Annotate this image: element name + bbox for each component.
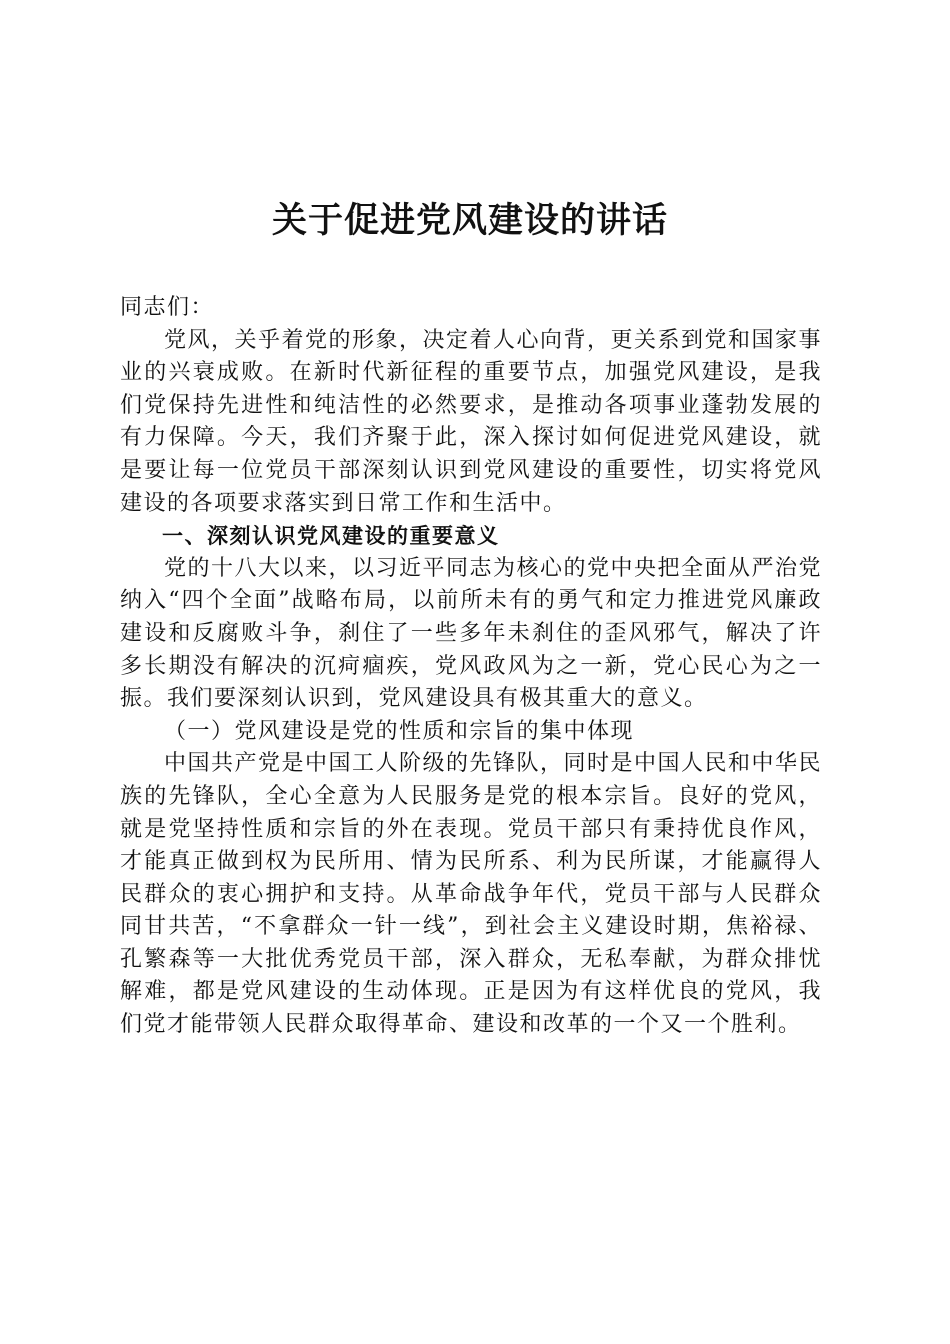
subsection-paragraph: 中国共产党是中国工人阶级的先锋队，同时是中国人民和中华民族的先锋队，全心全意为人民服务是党的根本宗旨。良好的党风，就是党坚持性质和宗旨的外在表现。党员干部只有秉持优良作风，才能真正做到权为民所用、情为民所系、利为民所谋，才能赢得人民群众的衷心拥护和支持。从革命战争年代，党员干部与人民群众同甘共苦，“不拿群众一针一线”，到社会主义建设时期，焦裕禄、孔繁森等一大批优秀党员干部，深入群众，无私奉献，为群众排忧解难，都是党风建设的生动体现。正是因为有这样优良的党风，我们党才能带领人民群众取得革命、建设和改革的一个又一个胜利。 <box>120 751 823 1038</box>
section-heading: 一、深刻认识党风建设的重要意义 <box>162 524 500 549</box>
subsection-heading: （一）党风建设是党的性质和宗旨的集中体现 <box>164 718 635 744</box>
intro-paragraph: 党风，关乎着党的形象，决定着人心向背，更关系到党和国家事业的兴衰成败。在新时代新征程的重要节点，加强党风建设，是我们党保持先进性和纯洁性的必然要求，是推动各项事业蓬勃发展的有力保障。今天，我们齐聚于此，深入探讨如何促进党风建设，就是要让每一位党员干部深刻认识到党风建设的重要性，切实将党风建设的各项要求落实到日常工作和生活中。 <box>120 327 823 516</box>
document-title: 关于促进党风建设的讲话 <box>271 200 668 241</box>
salutation: 同志们： <box>120 295 215 320</box>
section-paragraph: 党的十八大以来，以习近平同志为核心的党中央把全面从严治党纳入“四个全面”战略布局，以前所未有的勇气和定力推进党风廉政建设和反腐败斗争，刹住了一些多年未刹住的歪风邪气，解决了许多长期没有解决的沉疴痼疾，党风政风为之一新，党心民心为之一振。我们要深刻认识到，党风建设具有极其重大的意义。 <box>120 555 823 712</box>
document-body <box>120 292 822 1042</box>
